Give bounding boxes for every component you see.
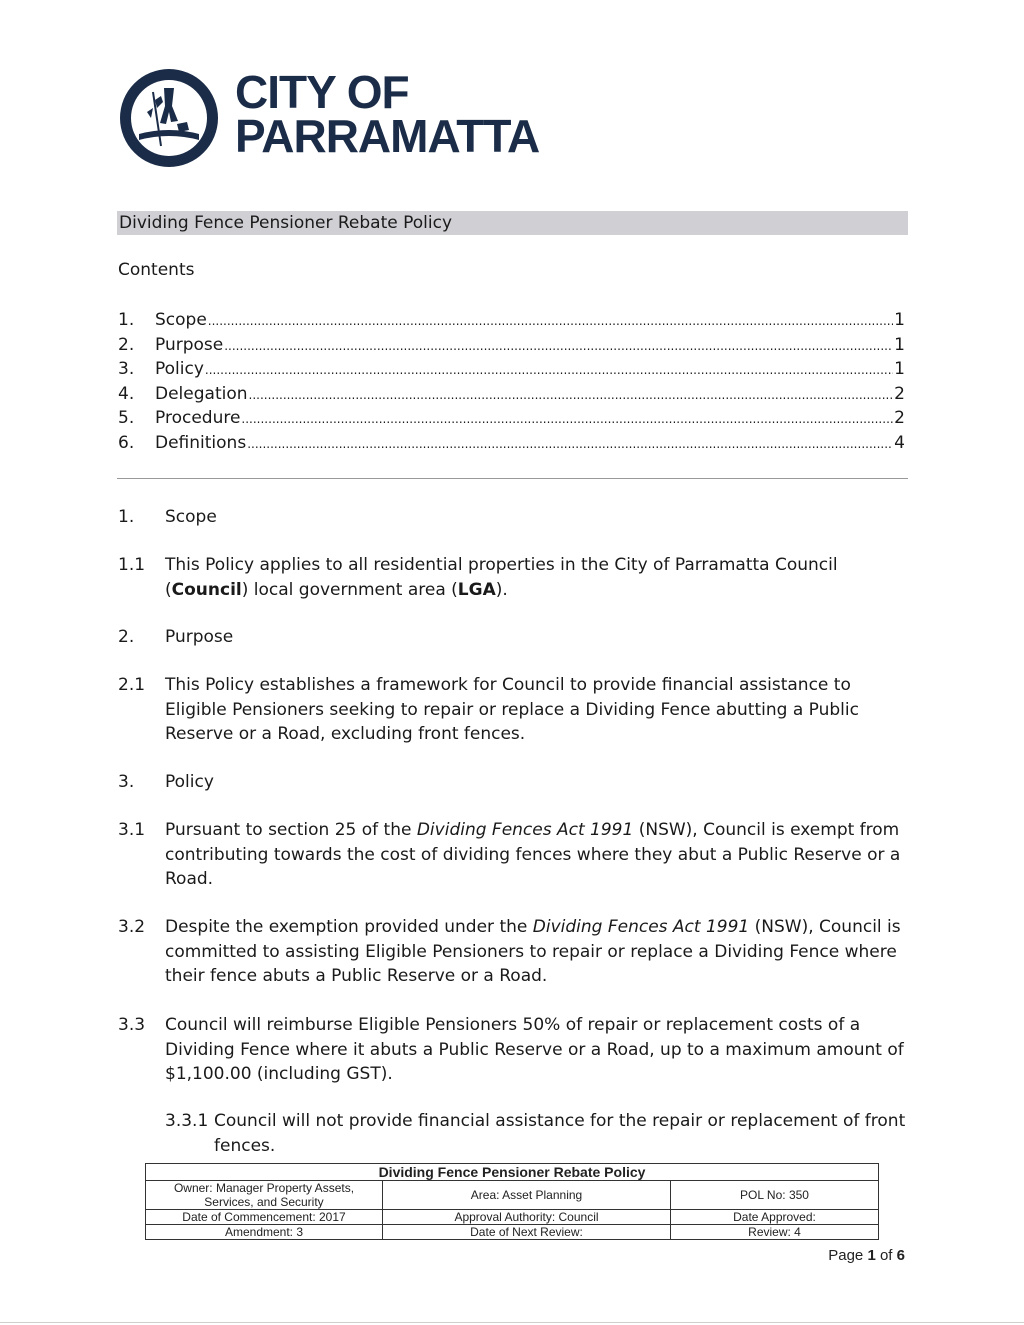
logo-line-1: CITY OF xyxy=(235,66,409,118)
toc-label: Scope xyxy=(155,310,207,330)
clause-3-3 xyxy=(118,1013,908,1087)
clause-text xyxy=(165,818,908,892)
toc-label: Definitions xyxy=(155,432,247,453)
toc-page: 4 xyxy=(894,432,905,453)
toc-number: 6. xyxy=(118,432,135,453)
page-number xyxy=(828,1247,905,1264)
toc-leader xyxy=(224,333,893,359)
clause-text-part: ). xyxy=(495,579,508,600)
toc-page: 1 xyxy=(894,310,905,330)
page-total: 6 xyxy=(896,1247,905,1264)
clause-number: 3.3.1 xyxy=(165,1111,209,1131)
toc-item-purpose[interactable] xyxy=(118,333,905,358)
page-current: 1 xyxy=(867,1247,876,1264)
toc-leader xyxy=(247,431,893,457)
toc-item-scope[interactable] xyxy=(118,308,905,333)
toc-label: Delegation xyxy=(155,383,248,404)
section-divider xyxy=(117,478,908,479)
clause-3-3-1 xyxy=(165,1109,910,1158)
clause-text: This Policy establishes a framework for Council to provide financial assistance to Eligible Pensioners seeking to repair or replace a Dividing Fence abutting a Public Reserve or a Road, excluding front fences. xyxy=(165,675,859,744)
page-label: Page xyxy=(828,1247,864,1264)
clause-text-part: Pursuant to section 25 of the xyxy=(165,820,417,840)
date-approved-cell: Date Approved: xyxy=(671,1210,879,1225)
toc-label: Purpose xyxy=(155,334,224,355)
clause-text-part: This Policy applies to all residential properties in the City of Parramatta Council ( xyxy=(165,555,838,600)
footer-table-header: Dividing Fence Pensioner Rebate Policy xyxy=(146,1164,879,1181)
toc-label: Procedure xyxy=(155,408,241,428)
clause-1-1 xyxy=(118,553,908,602)
council-emblem-icon xyxy=(117,66,221,170)
clause-3-2 xyxy=(118,915,908,989)
clause-text: Council will reimburse Eligible Pensioners 50% of repair or replacement costs of a Dividing Fence where it abuts a Public Reserve or a Road, up to a maximum amount of $1,100.00 (including GST). xyxy=(165,1015,904,1084)
toc-leader xyxy=(249,382,894,408)
toc-number: 2. xyxy=(118,334,135,355)
logo-wordmark xyxy=(235,66,540,162)
toc-item-delegation[interactable] xyxy=(118,382,905,407)
clause-text-part: (NSW), Council is exempt from contributing towards the cost of dividing fences where they abut a Public Reserve or a Road. xyxy=(165,820,901,889)
clause-text xyxy=(165,915,908,989)
table-of-contents xyxy=(118,308,905,455)
toc-leader xyxy=(208,308,893,334)
clause-text xyxy=(165,553,908,602)
clause-2-1 xyxy=(118,673,908,747)
owner-cell: Owner: Manager Property Assets, Services, and Security xyxy=(146,1181,383,1210)
policy-title: Dividing Fence Pensioner Rebate Policy xyxy=(117,211,908,235)
table-row xyxy=(146,1225,879,1240)
clause-text-part: Despite the exemption provided under the xyxy=(165,917,533,937)
clause-text: Council will not provide financial assistance for the repair or replacement of front fences. xyxy=(214,1111,906,1156)
toc-page: 2 xyxy=(894,383,905,404)
toc-page: 1 xyxy=(894,334,905,355)
toc-leader xyxy=(241,406,893,432)
toc-page: 1 xyxy=(894,359,905,379)
clause-number: 3.2 xyxy=(118,917,146,937)
clause-3-1 xyxy=(118,818,908,892)
section-title: Scope xyxy=(165,507,217,527)
logo-line-2: PARRAMATTA xyxy=(235,110,540,162)
toc-label: Policy xyxy=(155,359,204,379)
page-of: of xyxy=(879,1247,893,1264)
toc-leader xyxy=(205,357,893,383)
section-number: 3. xyxy=(118,772,135,792)
table-row xyxy=(146,1181,879,1210)
toc-item-policy[interactable] xyxy=(118,357,905,382)
clause-text-part: (NSW), Council is committed to assisting Eligible Pensioners to repair or replace a Dividing Fence where their fence abuts a Public Reserve or a Road. xyxy=(165,917,901,986)
section-title: Purpose xyxy=(165,627,234,647)
area-cell: Area: Asset Planning xyxy=(383,1181,671,1210)
toc-number: 3. xyxy=(118,359,135,379)
contents-heading: Contents xyxy=(118,260,195,280)
defined-term-council: Council xyxy=(171,579,242,600)
act-title: Dividing Fences Act 1991 xyxy=(416,820,634,840)
act-title: Dividing Fences Act 1991 xyxy=(532,917,750,937)
amendment-cell: Amendment: 3 xyxy=(146,1225,383,1240)
defined-term-lga: LGA xyxy=(457,579,496,600)
document-control-table xyxy=(145,1163,879,1240)
section-number: 2. xyxy=(118,627,135,647)
city-of-parramatta-logo xyxy=(117,66,557,170)
section-title: Policy xyxy=(165,772,214,792)
approval-authority-cell: Approval Authority: Council xyxy=(383,1210,671,1225)
table-row xyxy=(146,1210,879,1225)
toc-item-procedure[interactable] xyxy=(118,406,905,431)
toc-number: 4. xyxy=(118,383,135,404)
clause-number: 3.3 xyxy=(118,1015,146,1035)
clause-number: 1.1 xyxy=(118,555,146,575)
toc-number: 1. xyxy=(118,310,135,330)
pol-number-cell: POL No: 350 xyxy=(671,1181,879,1210)
clause-text-part: ) local government area ( xyxy=(241,579,458,600)
toc-item-definitions[interactable] xyxy=(118,431,905,456)
clause-number: 2.1 xyxy=(118,675,146,695)
next-review-cell: Date of Next Review: xyxy=(383,1225,671,1240)
commencement-cell: Date of Commencement: 2017 xyxy=(146,1210,383,1225)
review-cell: Review: 4 xyxy=(671,1225,879,1240)
clause-number: 3.1 xyxy=(118,820,146,840)
page-edge-line xyxy=(0,1322,1024,1323)
toc-page: 2 xyxy=(894,408,905,428)
section-number: 1. xyxy=(118,507,135,527)
toc-number: 5. xyxy=(118,408,135,428)
